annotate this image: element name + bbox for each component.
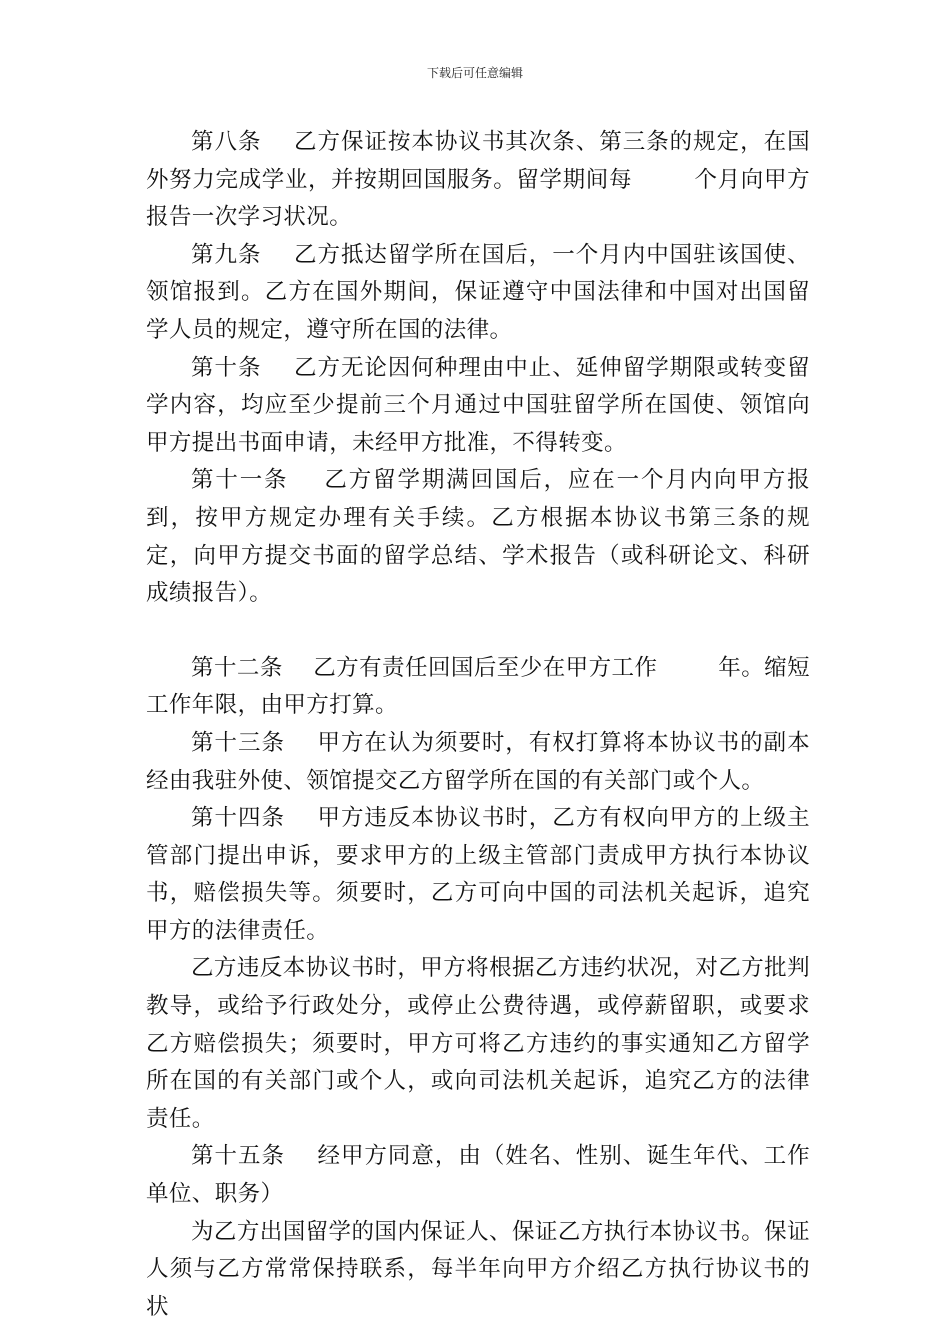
- article-14-breach-paragraph: 乙方违反本协议书时，甲方将根据乙方违约状况，对乙方批判教导，或给予行政处分，或停止公费待遇，或停薪留职，或要求乙方赔偿损失；须要时，甲方可将乙方违约的事实通知乙方留学所在国的有关部门或个人，或向司法机关起诉，追究乙方的法律责任。: [146, 955, 810, 1132]
- article-13-paragraph: 第十三条 甲方在认为须要时，有权打算将本协议书的副本经由我驻外使、领馆提交乙方留学所在国的有关部门或个人。: [146, 729, 810, 794]
- guarantor-paragraph: 为乙方出国留学的国内保证人、保证乙方执行本协议书。保证人须与乙方常常保持联系，每半年向甲方介绍乙方执行协议书的状: [146, 1218, 810, 1320]
- article-11-paragraph: 第十一条 乙方留学期满回国后，应在一个月内向甲方报到，按甲方规定办理有关手续。乙方根据本协议书第三条的规定，向甲方提交书面的留学总结、学术报告（或科研论文、科研成绩报告）。: [146, 467, 810, 607]
- article-15-paragraph: 第十五条 经甲方同意，由（姓名、性别、诞生年代、工作单位、职务）: [146, 1143, 810, 1208]
- document-body: [146, 124, 810, 1326]
- article-9-paragraph: 第九条 乙方抵达留学所在国后，一个月内中国驻该国使、领馆报到。乙方在国外期间，保证遵守中国法律和中国对出国留学人员的规定，遵守所在国的法律。: [146, 241, 810, 343]
- article-8-paragraph: 第八条 乙方保证按本协议书其次条、第三条的规定，在国外努力完成学业，并按期回国服务。留学期间每 个月向甲方报告一次学习状况。: [146, 129, 810, 231]
- article-14-paragraph: 第十四条 甲方违反本协议书时，乙方有权向甲方的上级主管部门提出申诉，要求甲方的上级主管部门责成甲方执行本协议书，赔偿损失等。须要时，乙方可向中国的司法机关起诉，追究甲方的法律责任。: [146, 805, 810, 944]
- page-header-note: 下载后可任意编辑: [426, 66, 523, 80]
- article-10-paragraph: 第十条 乙方无论因何种理由中止、延伸留学期限或转变留学内容，均应至少提前三个月通过中国驻留学所在国使、领馆向甲方提出书面申请，未经甲方批准，不得转变。: [146, 354, 810, 456]
- article-12-paragraph: 第十二条 乙方有责任回国后至少在甲方工作 年。缩短工作年限，由甲方打算。: [146, 654, 810, 719]
